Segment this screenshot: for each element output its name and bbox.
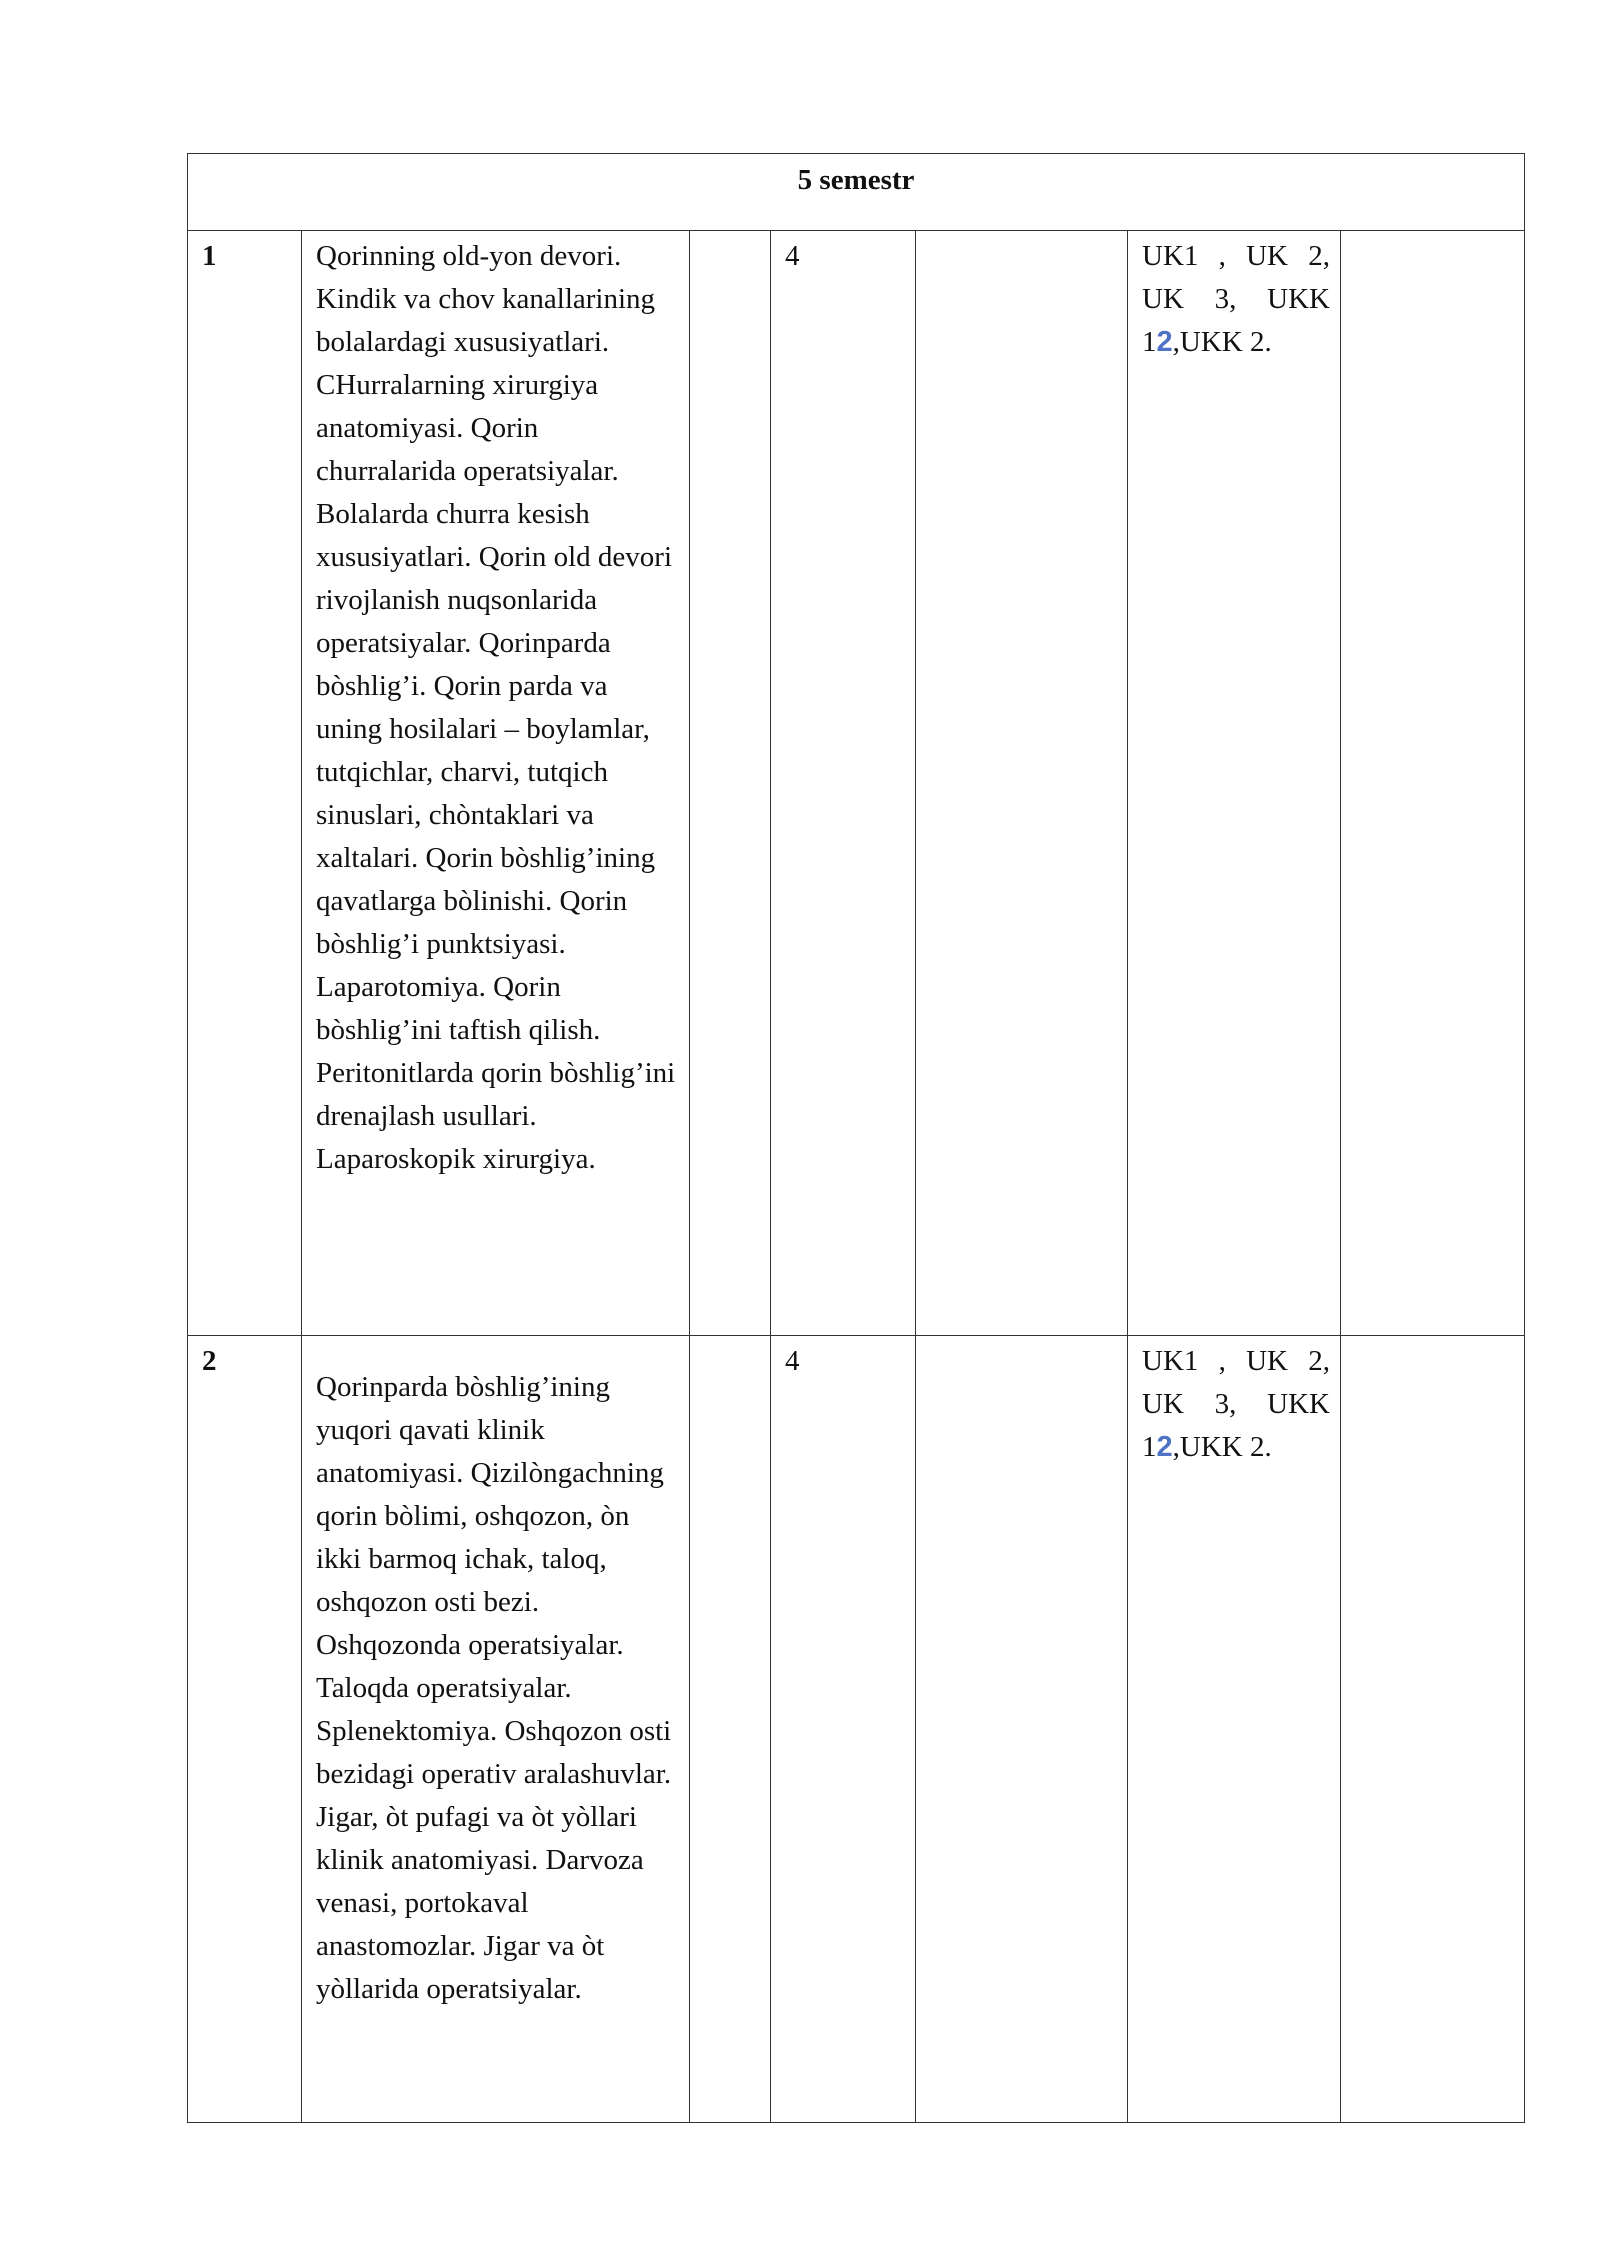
semester-row (188, 154, 1525, 231)
empty-cell (916, 1336, 1128, 2123)
hours-cell: 4 (771, 1336, 916, 2123)
topic-cell: Qorinparda bòshlig’ining yuqori qavati klinik anatomiyasi. Qizilòngachning qorin bòlimi, oshqozon, òn ikki barmoq ichak, taloq, oshqozon osti bezi. Oshqozonda operatsiyalar. Taloqda operatsiyalar. Splenektomiya. Oshqozon osti bezidagi operativ aralashuvlar. Jigar, òt pufagi va òt yòllari klinik anatomiyasi. Darvoza venasi, portokaval anastomozlar. Jigar va òt yòllarida operatsiyalar. (302, 1336, 690, 2123)
table-row (188, 231, 1525, 1336)
topic-cell: Qorinning old-yon devori. Kindik va chov kanallarining bolalardagi xususiyatlari. CHurralarning xirurgiya anatomiyasi. Qorin churralarida operatsiyalar. Bolalarda churra kesish xususiyatlari. Qorin old devori rivojlanish nuqsonlarida operatsiyalar. Qorinparda bòshlig’i. Qorin parda va uning hosilalari – boylamlar, tutqichlar, charvi, tutqich sinuslari, chòntaklari va xaltalari. Qorin bòshlig’ining qavatlarga bòlinishi. Qorin bòshlig’i punktsiyasi. Laparotomiya. Qorin bòshlig’ini taftish qilish. Peritonitlarda qorin bòshlig’ini drenajlash usullari. Laparoskopik xirurgiya. (302, 231, 690, 1336)
competencies-line (1142, 1426, 1330, 1469)
empty-cell (1341, 1336, 1525, 2123)
row-number: 2 (188, 1336, 302, 2123)
curriculum-table (187, 153, 1525, 2123)
empty-cell (916, 231, 1128, 1336)
competencies-line (1142, 321, 1330, 364)
empty-cell (690, 231, 771, 1336)
empty-cell (690, 1336, 771, 2123)
competencies-cell (1128, 231, 1341, 1336)
semester-title: 5 semestr (188, 154, 1525, 231)
competencies-highlight: 2 (1156, 326, 1173, 358)
hours-cell: 4 (771, 231, 916, 1336)
competencies-line: UK 3, UKK (1142, 1388, 1330, 1420)
row-number: 1 (188, 231, 302, 1336)
table-row (188, 1336, 1525, 2123)
competencies-line: UK1 , UK 2, (1142, 1345, 1330, 1377)
competencies-highlight: 2 (1156, 1431, 1173, 1463)
empty-cell (1341, 231, 1525, 1336)
competencies-prefix: 1 (1142, 326, 1157, 358)
competencies-suffix: ,UKK 2. (1172, 1431, 1272, 1463)
competencies-line: UK 3, UKK (1142, 283, 1330, 315)
competencies-suffix: ,UKK 2. (1172, 326, 1272, 358)
competencies-cell (1128, 1336, 1341, 2123)
competencies-prefix: 1 (1142, 1431, 1157, 1463)
competencies-line: UK1 , UK 2, (1142, 240, 1330, 272)
